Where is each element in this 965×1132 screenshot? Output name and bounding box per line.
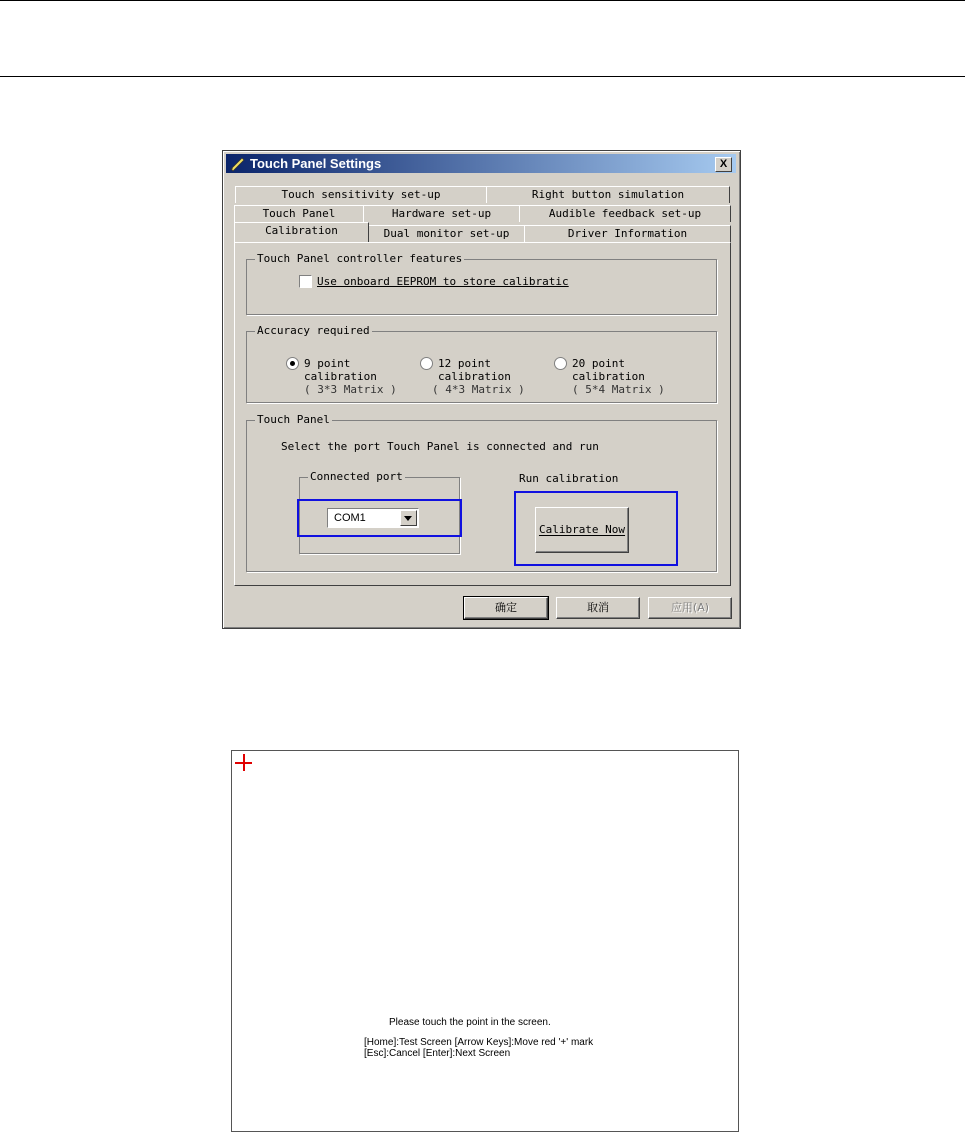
- accuracy-options: [247, 332, 716, 396]
- radio-12-point-label-2[interactable]: calibration: [438, 370, 511, 383]
- controller-features-group: [246, 252, 717, 315]
- radio-9-point-label-3: ( 3*3 Matrix ): [304, 383, 397, 396]
- dialog-title: Touch Panel Settings: [250, 156, 382, 171]
- calibrate-highlight-box: [514, 491, 678, 566]
- controller-features-legend: Touch Panel controller features: [257, 252, 463, 265]
- eeprom-checkbox-label[interactable]: Use onboard EEPROM to store calibratic: [317, 275, 569, 288]
- apply-button[interactable]: [648, 597, 732, 619]
- close-icon: X: [719, 158, 728, 170]
- tab-hardware-setup[interactable]: Hardware set-up: [363, 205, 520, 222]
- eeprom-checkbox[interactable]: [299, 275, 312, 288]
- connected-port-legend: Connected port: [310, 470, 403, 483]
- touch-panel-legend: Touch Panel: [257, 413, 330, 426]
- title-bar[interactable]: [226, 154, 736, 173]
- radio-9-point-label-1[interactable]: 9 point: [304, 357, 351, 370]
- port-select-value: COM1: [334, 512, 366, 524]
- ok-button[interactable]: [464, 597, 548, 619]
- top-rule: [0, 0, 965, 1]
- tab-touch-panel[interactable]: Touch Panel: [234, 205, 364, 222]
- run-calibration-label: Run calibration: [519, 472, 619, 485]
- apply-label: 应用(A): [670, 601, 710, 614]
- radio-9-point-label-2[interactable]: calibration: [304, 370, 377, 383]
- calibration-tab-panel: [234, 242, 731, 586]
- tab-right-button-simulation[interactable]: Right button simulation: [486, 186, 730, 203]
- calibration-screen[interactable]: [231, 750, 739, 1132]
- tab-calibration[interactable]: Calibration: [234, 222, 369, 242]
- radio-12-point-label-1[interactable]: 12 point: [438, 357, 491, 370]
- radio-20-point-label-3: ( 5*4 Matrix ): [572, 383, 665, 396]
- touch-panel-instruction: Select the port Touch Panel is connected and run: [281, 440, 599, 453]
- radio-12-point-label-3: ( 4*3 Matrix ): [432, 383, 525, 396]
- tab-audible-feedback-setup[interactable]: Audible feedback set-up: [519, 205, 731, 222]
- help-line-1: [Home]:Test Screen [Arrow Keys]:Move red '+' mark: [364, 1037, 594, 1048]
- accuracy-legend: Accuracy required: [257, 324, 370, 337]
- radio-9-point[interactable]: [286, 357, 299, 370]
- tab-touch-sensitivity[interactable]: Touch sensitivity set-up: [235, 186, 487, 203]
- port-highlight-box: [297, 499, 462, 537]
- calibrate-now-label: Calibrate Now: [538, 523, 626, 536]
- tab-driver-information[interactable]: Driver Information: [524, 225, 731, 242]
- pen-icon: [229, 156, 245, 171]
- cancel-label: 取消: [587, 601, 609, 614]
- cancel-button[interactable]: [556, 597, 640, 619]
- tab-dual-monitor-setup[interactable]: Dual monitor set-up: [368, 225, 525, 242]
- accuracy-group: [246, 324, 717, 403]
- calibration-crosshair-icon-vertical: [243, 754, 245, 771]
- radio-12-point[interactable]: [420, 357, 433, 370]
- touch-panel-settings-dialog: [222, 150, 741, 629]
- radio-20-point-label-1[interactable]: 20 point: [572, 357, 625, 370]
- radio-20-point[interactable]: [554, 357, 567, 370]
- header-rule: [0, 76, 965, 77]
- radio-20-point-label-2[interactable]: calibration: [572, 370, 645, 383]
- help-line-2: [Esc]:Cancel [Enter]:Next Screen: [364, 1048, 511, 1059]
- touch-point-message: Please touch the point in the screen.: [389, 1017, 551, 1028]
- ok-label: 确定: [495, 601, 517, 614]
- touch-panel-group: [246, 413, 717, 572]
- close-button[interactable]: [715, 157, 732, 172]
